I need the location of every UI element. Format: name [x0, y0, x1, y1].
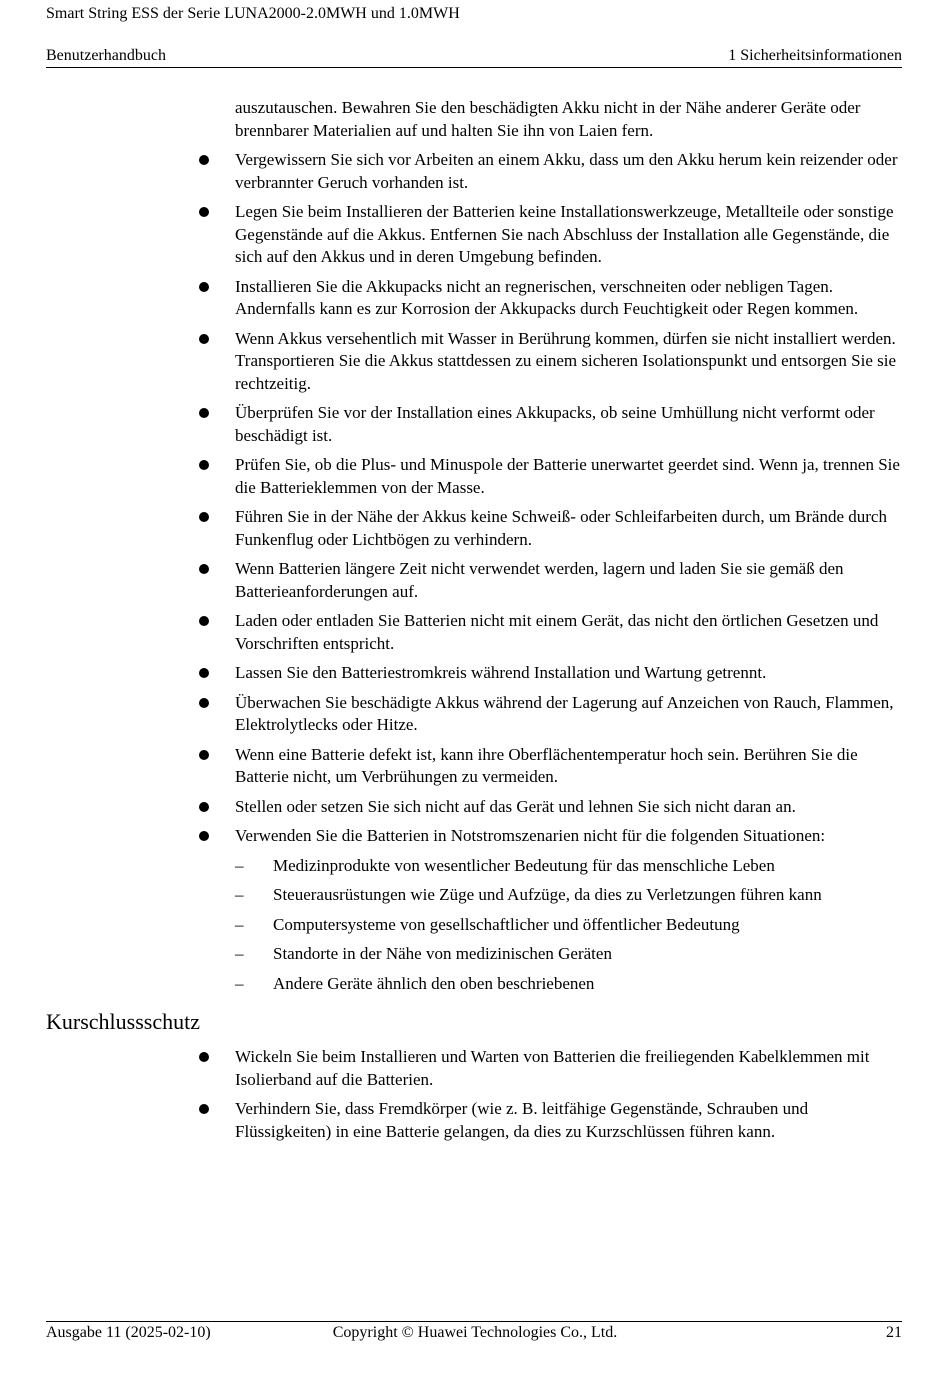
- list-item: [46, 454, 902, 499]
- page-number: 21: [886, 1324, 902, 1341]
- list-item-text: Stellen oder setzen Sie sich nicht auf das Gerät und lehnen Sie sich nicht daran an.: [235, 796, 796, 816]
- page-content: [46, 97, 902, 1150]
- list-item: [46, 506, 902, 551]
- bullet-icon: [199, 207, 209, 217]
- list-item-text: Wickeln Sie beim Installieren und Warten von Batterien die freiliegenden Kabelklemmen mit Isolierband auf die Batterien.: [235, 1047, 870, 1089]
- continuation-paragraph: auszutauschen. Bewahren Sie den beschädigten Akku nicht in der Nähe anderer Geräte oder brennbarer Materialien auf und halten Sie ihn von Laien fern.: [235, 98, 861, 140]
- list-item: [46, 276, 902, 321]
- dash-marker: –: [235, 914, 244, 934]
- list-item-text: Wenn Batterien längere Zeit nicht verwendet werden, lagern und laden Sie sie gemäß den Batterieanforderungen auf.: [235, 559, 844, 601]
- footer-copyright: Copyright © Huawei Technologies Co., Ltd.: [332, 1324, 618, 1341]
- list-item: [46, 558, 902, 603]
- sub-list-item-text: Andere Geräte ähnlich den oben beschriebenen: [273, 973, 595, 993]
- sub-list-item: [46, 855, 902, 878]
- list-item: [46, 328, 902, 396]
- sub-list-item: [46, 914, 902, 937]
- bullet-icon: [199, 750, 209, 760]
- list-item-text: Installieren Sie die Akkupacks nicht an regnerischen, verschneiten oder nebligen Tagen. Andernfalls kann es zur Korrosion der Akkupacks durch Feuchtigkeit oder Regen kommen.: [235, 276, 859, 318]
- bullet-icon: [199, 512, 209, 522]
- sub-list-item: [46, 973, 902, 996]
- bullet-icon: [199, 460, 209, 470]
- list-item-text: Wenn eine Batterie defekt ist, kann ihre Oberflächentemperatur hoch sein. Berühren Sie die Batterie nicht, um Verbrühungen zu vermeiden.: [235, 744, 858, 786]
- list-item: [46, 1046, 902, 1091]
- sub-list-item-text: Steuerausrüstungen wie Züge und Aufzüge, da dies zu Verletzungen führen kann: [273, 885, 822, 904]
- list-item-text: Überwachen Sie beschädigte Akkus während der Lagerung auf Anzeichen von Rauch, Flammen, Elektrolytlecks oder Hitze.: [235, 692, 894, 734]
- list-item-text: Führen Sie in der Nähe der Akkus keine Schweiß- oder Schleifarbeiten durch, um Brände durch Funkenflug oder Lichtbögen zu verhindern.: [235, 507, 887, 549]
- bullet-icon: [199, 1104, 209, 1114]
- bullet-icon: [199, 408, 209, 418]
- bullet-icon: [199, 831, 209, 841]
- header-rule: [46, 67, 902, 68]
- list-item-text: Verwenden Sie die Batterien in Notstromszenarien nicht für die folgenden Situationen:: [235, 826, 826, 845]
- list-item-text: Prüfen Sie, ob die Plus- und Minuspole der Batterie unerwartet geerdet sind. Wenn ja, trennen Sie die Batterieklemmen von der Masse.: [235, 455, 900, 497]
- sub-list-item-text: Medizinprodukte von wesentlicher Bedeutung für das menschliche Leben: [273, 855, 775, 875]
- list-item-text: Wenn Akkus versehentlich mit Wasser in Berührung kommen, dürfen sie nicht installiert werden. Transportieren Sie die Akkus stattdessen zu einem sicheren Isolationspunkt und entsorgen Sie sie rechtzeitig.: [235, 328, 897, 393]
- footer-edition: Ausgabe 11 (2025-02-10): [46, 1324, 211, 1341]
- dash-marker: –: [235, 973, 244, 993]
- bullet-icon: [199, 282, 209, 292]
- list-item: [46, 692, 902, 737]
- section-heading: Kurschlussschutz: [46, 1009, 200, 1034]
- bullet-icon: [199, 668, 209, 678]
- header-chapter: 1 Sicherheitsinformationen: [728, 47, 902, 64]
- list-item: [46, 201, 902, 269]
- list-item: [46, 744, 902, 789]
- list-item-text: Legen Sie beim Installieren der Batterien keine Installationswerkzeuge, Metallteile oder sonstige Gegenstände auf die Akkus. Entfernen Sie nach Abschluss der Installation alle Gegenstände, die sich auf den Akkus und in deren Umgebung befinden.: [235, 202, 894, 266]
- header-document-title: Smart String ESS der Serie LUNA2000-2.0MWH und 1.0MWH: [46, 5, 460, 22]
- list-item: [46, 825, 902, 848]
- list-item: [46, 1098, 902, 1143]
- dash-marker: –: [235, 855, 244, 875]
- list-item-text: Überprüfen Sie vor der Installation eines Akkupacks, ob seine Umhüllung nicht verformt oder beschädigt ist.: [235, 403, 875, 445]
- header-subtitle: Benutzerhandbuch: [46, 47, 166, 64]
- list-item-text: Vergewissern Sie sich vor Arbeiten an einem Akku, dass um den Akku herum kein reizender oder verbrannter Geruch vorhanden ist.: [235, 150, 898, 192]
- list-item: [46, 662, 902, 685]
- list-item-text: Lassen Sie den Batteriestromkreis während Installation und Wartung getrennt.: [235, 663, 767, 682]
- list-item: [46, 402, 902, 447]
- dash-marker: –: [235, 944, 244, 963]
- bullet-icon: [199, 155, 209, 165]
- bullet-icon: [199, 334, 209, 344]
- bullet-icon: [199, 1052, 209, 1062]
- list-item-text: Verhindern Sie, dass Fremdkörper (wie z. B. leitfähige Gegenstände, Schrauben und Flüssigkeiten) in eine Batterie gelangen, da dies zu Kurzschlüssen führen kann.: [235, 1099, 809, 1141]
- sub-list-item-text: Standorte in der Nähe von medizinischen Geräten: [273, 944, 612, 963]
- bullet-icon: [199, 802, 209, 812]
- list-item: [46, 149, 902, 194]
- bullet-icon: [199, 564, 209, 574]
- sub-list-item: [46, 884, 902, 907]
- list-item: [46, 796, 902, 819]
- dash-marker: –: [235, 885, 244, 904]
- sub-list-item-text: Computersysteme von gesellschaftlicher und öffentlicher Bedeutung: [273, 914, 740, 934]
- bullet-icon: [199, 698, 209, 708]
- bullet-icon: [199, 616, 209, 626]
- sub-list-item: [46, 943, 902, 966]
- list-item-text: Laden oder entladen Sie Batterien nicht mit einem Gerät, das nicht den örtlichen Gesetzen und Vorschriften entspricht.: [235, 611, 879, 653]
- list-item: [46, 610, 902, 655]
- footer-rule: [46, 1321, 902, 1322]
